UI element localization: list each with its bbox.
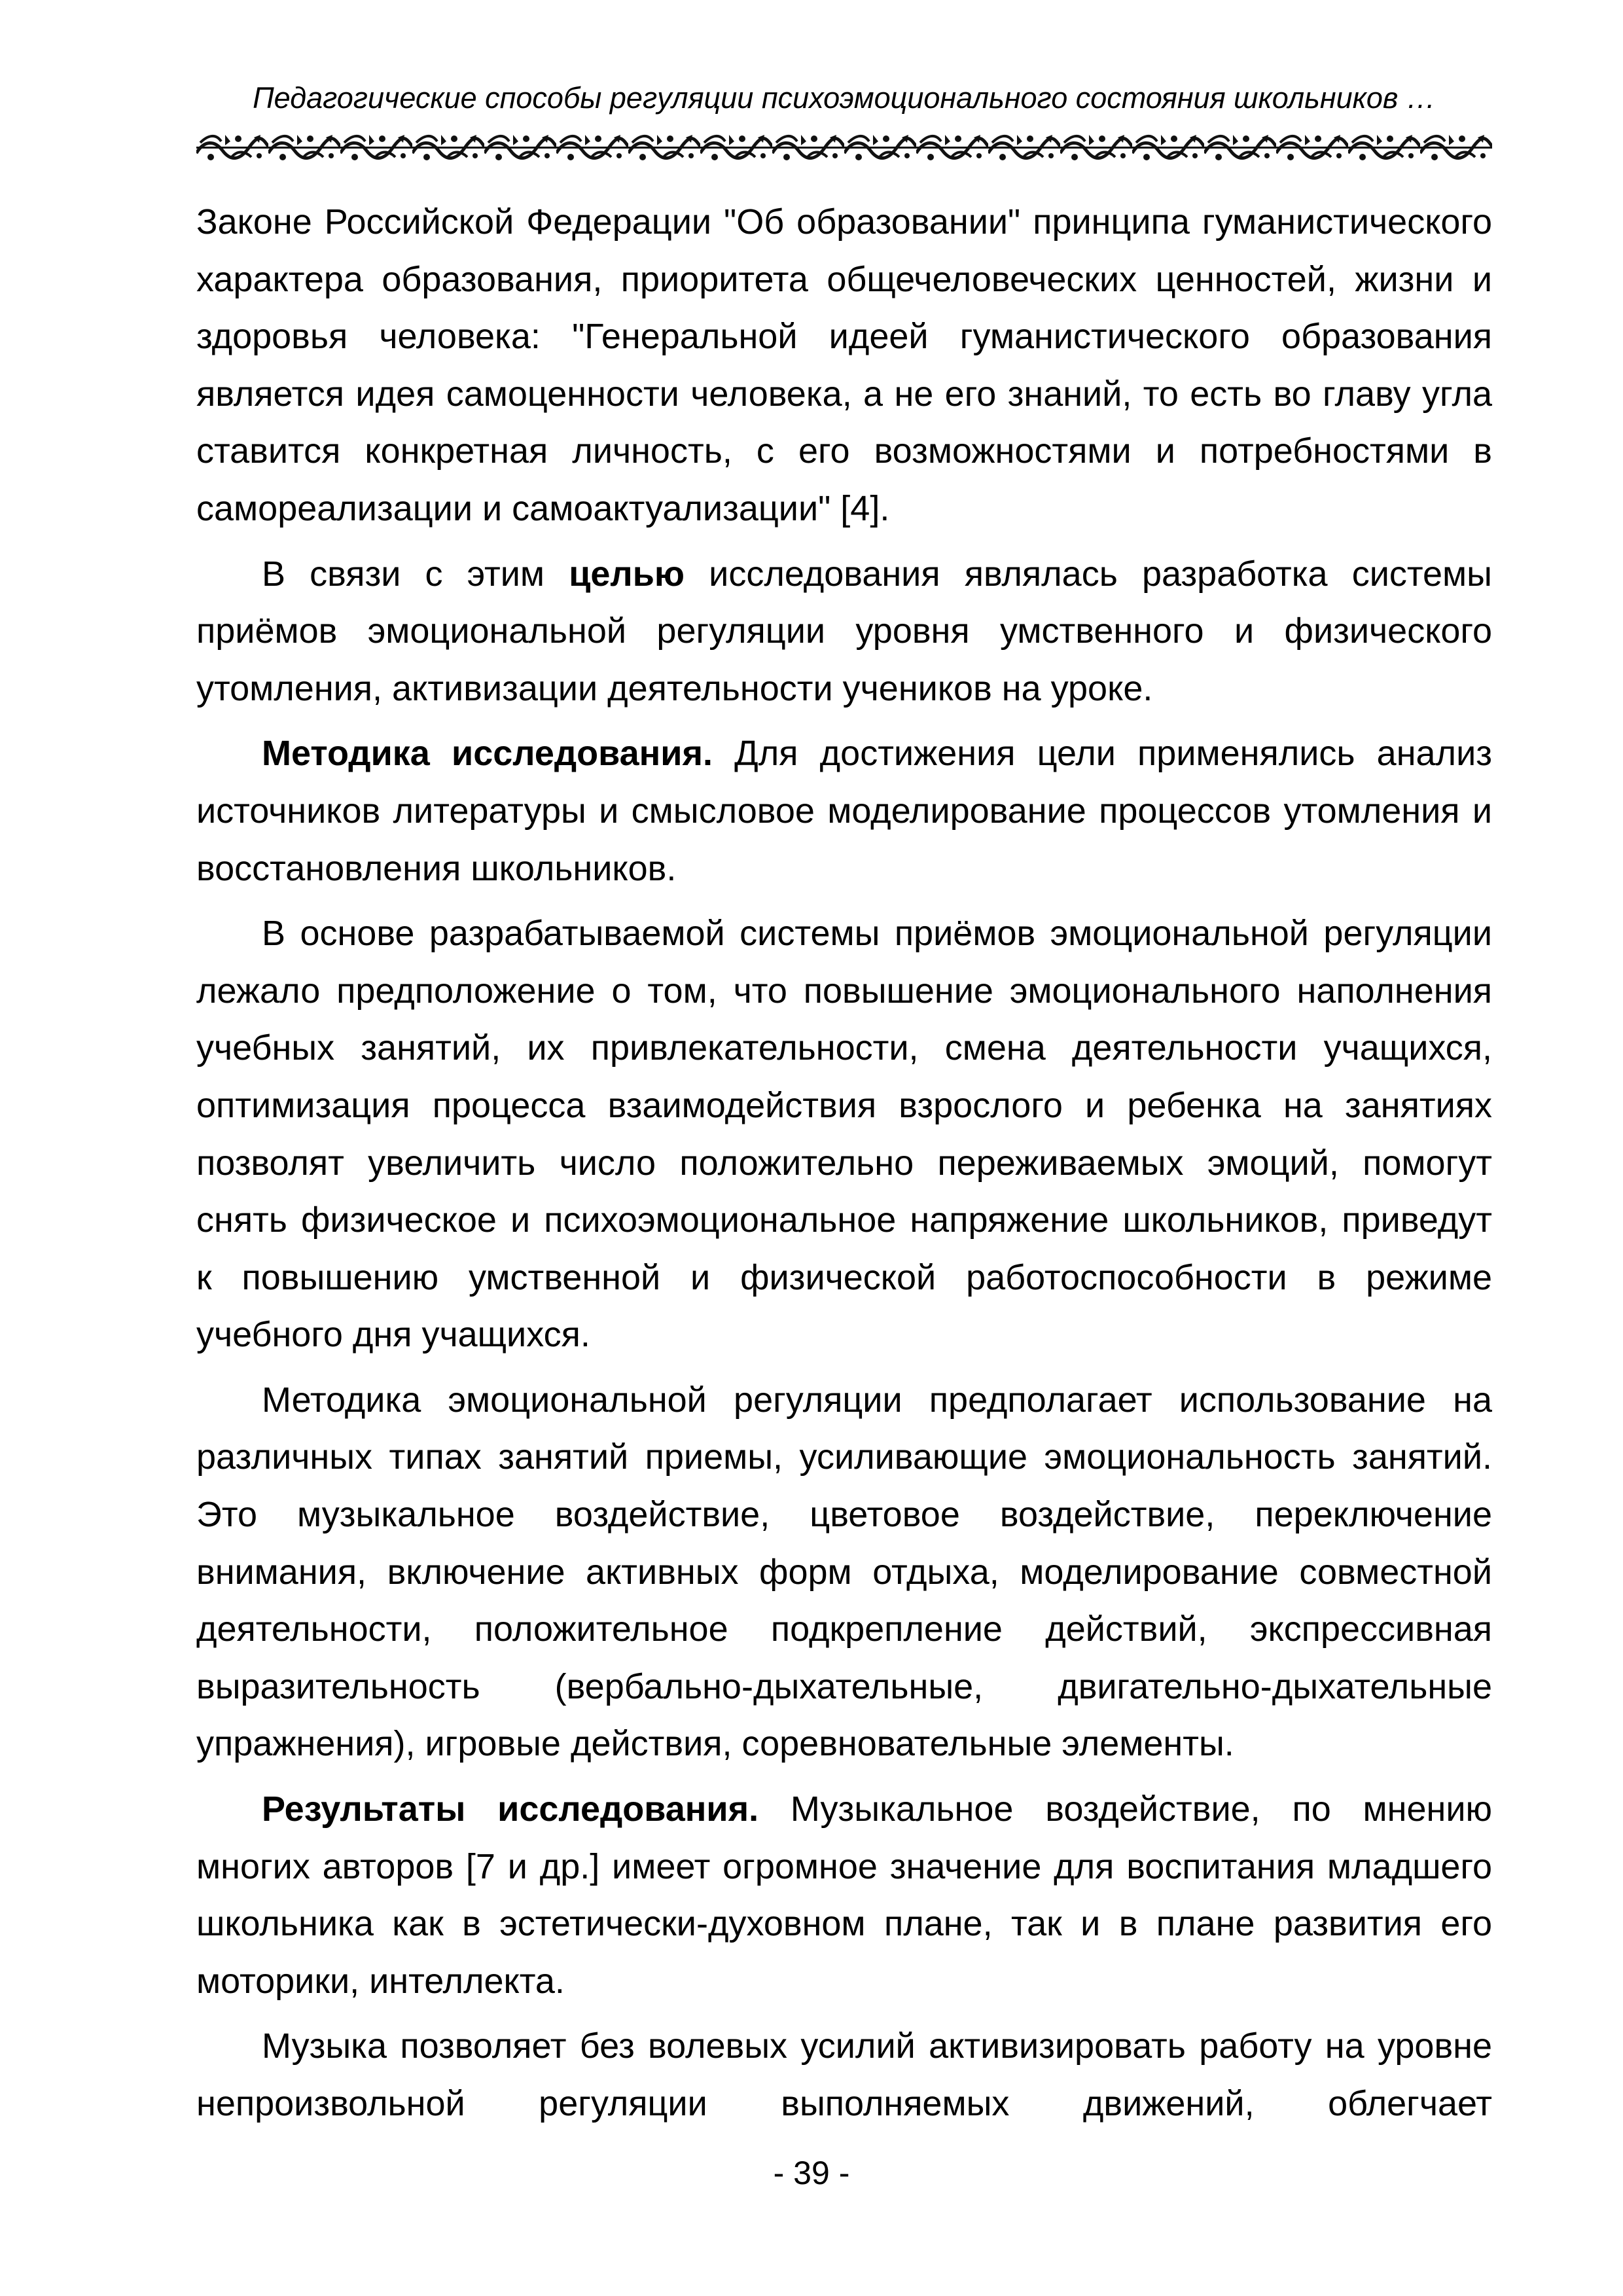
paragraph-7 (196, 2018, 1492, 2132)
paragraph-5 (196, 1372, 1492, 1773)
paragraph-1-text: Законе Российской Федерации "Об образовании" принципа гуманистического характера образования, приоритета общечеловеческих ценностей, жизни и здоровья человека: "Генеральной идеей гуманистического образования является идея самоценности человека, а не его знаний, то есть во главу угла ставится конкретная личность, с его возможностями и потребностями в самореализации и самоактуализации" [4]. (196, 202, 1492, 528)
paragraph-2-text: исследования являлась разработка системы приёмов эмоциональной регуляции уровня умственного и физического утомления, активизации деятельности учеников на уроке. (196, 554, 1492, 708)
page-number: - 39 - (773, 2155, 850, 2191)
paragraph-7-text: Музыка позволяет без волевых усилий активизировать работу на уровне непроизвольной регуляции выполняемых движений, облегчает (196, 2026, 1492, 2123)
paragraph-2-lead: В связи с этим (262, 554, 569, 594)
running-header: Педагогические способы регуляции психоэмоционального состояния школьников … (253, 81, 1436, 115)
paragraph-5-text: Методика эмоциональной регуляции предполагает использование на различных типах занятий приемы, усиливающие эмоциональность занятий. Это музыкальное воздействие, цветовое воздействие, переключение внимания, включение активных форм отдыха, моделирование совместной деятельности, положительное подкрепление действий, экспрессивная выразительность (вербально-дыхательные, двигательно-дыхательные упражнения), игровые действия, соревновательные элементы. (196, 1380, 1492, 1764)
paragraph-4 (196, 905, 1492, 1364)
section-heading-method: Методика исследования. (262, 734, 713, 774)
paragraph-3 (196, 725, 1492, 897)
paragraph-3-text: Для достижения цели применялись анализ источников литературы и смысловое моделирование процессов утомления и восстановления школьников. (196, 734, 1492, 888)
ornament-divider (196, 131, 1492, 164)
paragraph-2 (196, 546, 1492, 718)
paragraph-4-text: В основе разрабатываемой системы приёмов эмоциональной регуляции лежало предположение о том, что повышение эмоционального наполнения учебных занятий, их привлекательности, смена деятельности учащихся, оптимизация процесса взаимодействия взрослого и ребенка на занятиях позволят увеличить число положительно переживаемых эмоций, помогут снять физическое и психоэмоциональное напряжение школьников, приведут к повышению умственной и физической работоспособности в режиме учебного дня учащихся. (196, 914, 1492, 1355)
section-heading-results: Результаты исследования. (262, 1789, 759, 1829)
paragraph-2-bold: целью (569, 554, 685, 594)
paragraph-6 (196, 1781, 1492, 2010)
paragraph-1 (196, 194, 1492, 538)
article-body (196, 194, 1492, 2141)
paragraph-6-text: Музыкальное воздействие, по мнению многих авторов [7 и др.] имеет огромное значение для воспитания младшего школьника как в эстетически-духовном плане, так и в плане развития его моторики, интеллекта. (196, 1789, 1492, 2001)
